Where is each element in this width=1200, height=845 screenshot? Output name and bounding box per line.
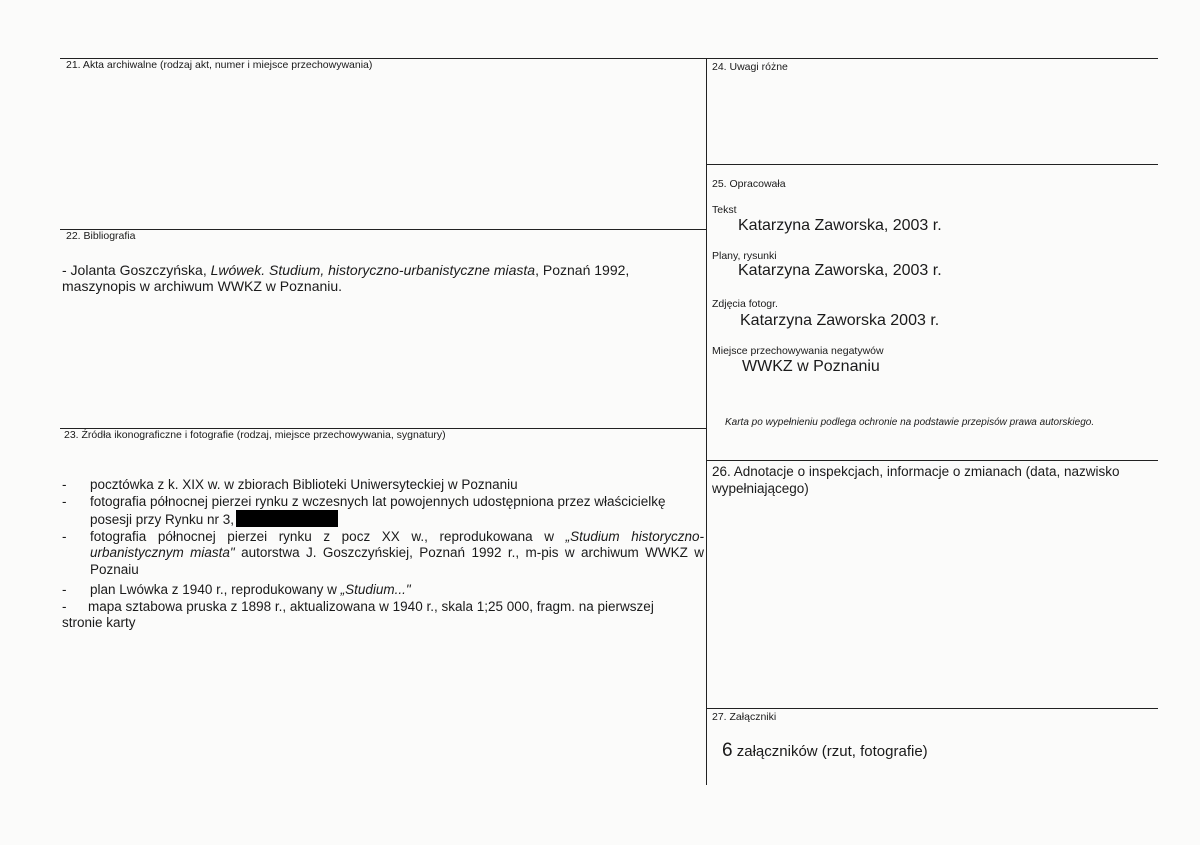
section-27-top-line	[706, 708, 1158, 709]
list-item-text-cont: stronie karty	[62, 615, 136, 630]
plans-author-label: Plany, rysunki	[712, 250, 777, 262]
section-26-label	[712, 463, 1152, 497]
list-item	[62, 599, 704, 632]
section-23-label: 23. Źródła ikonograficzne i fotografie (rodzaj, miejsce przechowywania, sygnatury)	[64, 429, 446, 441]
bibliography-title: Lwówek. Studium, historyczno-urbanistyczne miasta	[210, 262, 536, 278]
negatives-location-label: Miejsce przechowywania negatywów	[712, 345, 884, 357]
list-item-text: fotografia północnej pierzei rynku z wczesnych lat powojennych udostępniona przez właścicielkę	[90, 493, 666, 509]
column-divider	[706, 58, 707, 785]
list-item-text-cont: posesji przy Rynku nr 3,	[90, 512, 235, 527]
list-item-text: pocztówka z k. XIX w. w zbiorach Biblioteki Uniwersyteckiej w Poznaniu	[90, 477, 518, 492]
section-25-top-line	[706, 164, 1158, 165]
list-dash: -	[62, 582, 67, 597]
section-26-label-line1: 26. Adnotacje o inspekcjach, informacje o zmianach (data, nazwisko	[712, 464, 1120, 479]
section-26-label-line2: wypełniającego)	[712, 481, 809, 496]
bibliography-line2: maszynopis w archiwum WWKZ w Poznaniu.	[62, 278, 343, 294]
section-22-top-line	[60, 229, 706, 230]
negatives-location-value: WWKZ w Poznaniu	[742, 358, 880, 375]
attachments-value	[722, 740, 928, 762]
text-author-label: Tekst	[712, 204, 737, 216]
bibliography-prefix: - Jolanta Goszczyńska,	[62, 262, 211, 278]
list-item-italic: „Studium historyczno-urbanistycznym miasta"	[90, 528, 704, 560]
list-dash: -	[62, 477, 67, 492]
section-25-label: 25. Opracowała	[712, 178, 786, 190]
list-dash: -	[62, 598, 67, 614]
bibliography-entry	[62, 262, 706, 294]
copyright-note: Karta po wypełnieniu podlega ochronie na podstawie przepisów prawa autorskiego.	[725, 417, 1095, 428]
list-item-text-b: autorstwa J. Goszczyńskiej, Poznań 1992 r., m-pis w archiwum WWKZ w Poznaiu	[90, 545, 704, 577]
bibliography-suffix: , Poznań 1992,	[535, 262, 630, 278]
attachments-description: załączników (rzut, fotografie)	[732, 743, 928, 760]
list-item-text: plan Lwówka z 1940 r., reprodukowany w	[90, 582, 341, 597]
section-24-label: 24. Uwagi różne	[712, 61, 788, 73]
redaction-box	[236, 510, 338, 527]
list-item-text: fotografia północnej pierzei rynku z pocz XX w., reprodukowana w	[90, 528, 566, 544]
list-dash: -	[62, 493, 67, 509]
list-item	[62, 494, 704, 529]
text-author-value: Katarzyna Zaworska, 2003 r.	[738, 217, 942, 234]
list-item	[62, 477, 704, 494]
section-21-label: 21. Akta archiwalne (rodzaj akt, numer i miejsce przechowywania)	[66, 59, 373, 71]
photos-author-value: Katarzyna Zaworska 2003 r.	[740, 312, 940, 329]
section-22-label: 22. Bibliografia	[66, 230, 136, 242]
list-item-italic: „Studium..."	[340, 582, 411, 597]
photos-author-label: Zdjęcia fotogr.	[712, 298, 778, 310]
iconographic-sources-list	[62, 477, 704, 632]
section-27-label: 27. Załączniki	[712, 711, 777, 723]
section-24-top-line	[706, 58, 1158, 59]
list-item	[62, 582, 704, 599]
list-item-text: mapa sztabowa pruska z 1898 r., aktualizowana w 1940 r., skala 1;25 000, fragm. na pierwszej	[88, 598, 654, 614]
plans-author-value: Katarzyna Zaworska, 2003 r.	[738, 262, 942, 279]
section-26-top-line	[706, 460, 1158, 461]
attachments-count: 6	[722, 740, 733, 761]
list-dash: -	[62, 528, 67, 544]
list-item	[62, 529, 704, 579]
